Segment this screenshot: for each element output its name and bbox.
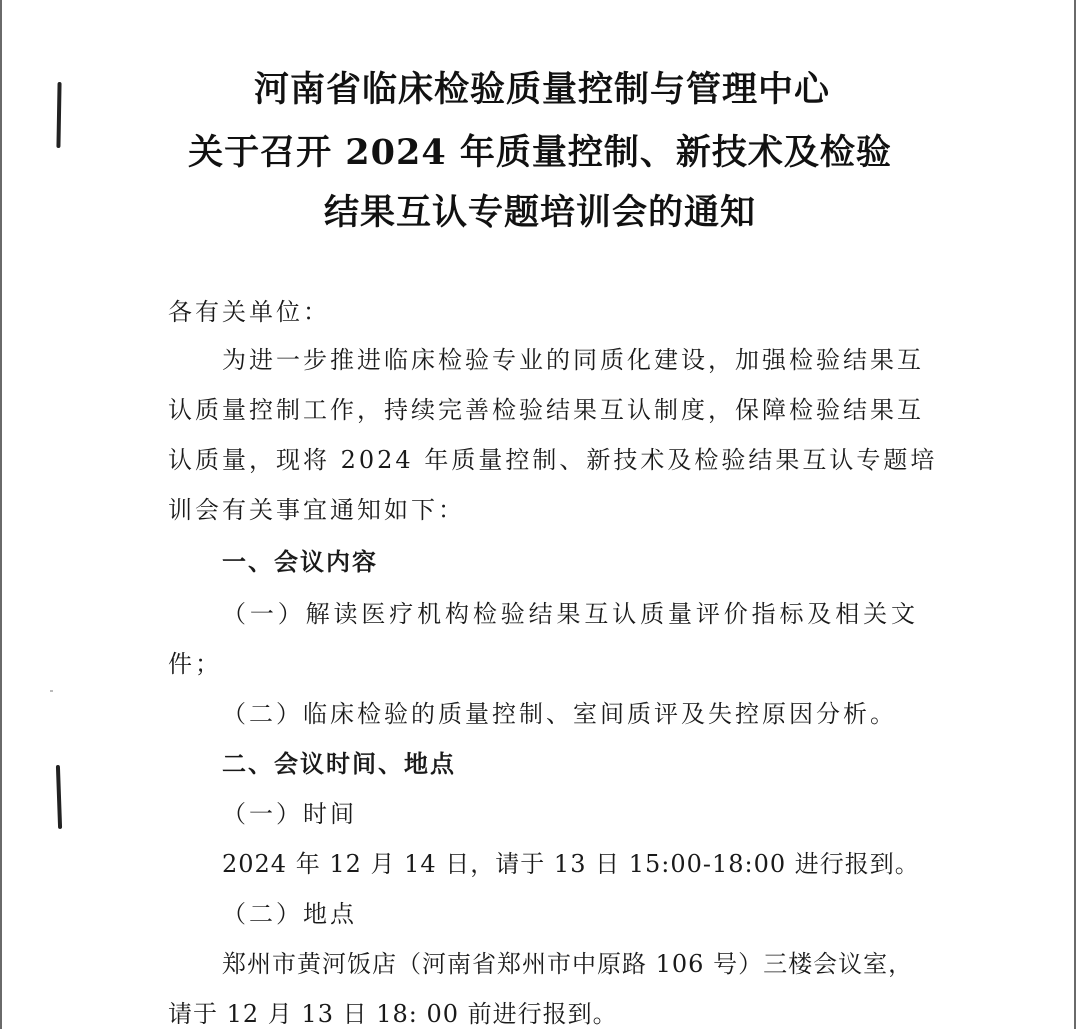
content-item-1: （一）解读医疗机构检验结果互认质量评价指标及相关文 bbox=[222, 600, 918, 628]
intro-line: 为进一步推进临床检验专业的同质化建设，加强检验结果互 bbox=[222, 346, 924, 374]
place-text-cont: 请于 12 月 13 日 18: 00 前进行报到。 bbox=[168, 1000, 618, 1028]
binding-mark bbox=[56, 765, 62, 829]
title-line-2: 关于召开 2024 年质量控制、新技术及检验 bbox=[188, 132, 892, 173]
title-line-3: 结果互认专题培训会的通知 bbox=[323, 192, 756, 233]
section-heading-time-place: 二、会议时间、地点 bbox=[222, 750, 456, 778]
title-line-1: 河南省临床检验质量控制与管理中心 bbox=[253, 69, 830, 110]
place-text: 郑州市黄河饭店（河南省郑州市中原路 106 号）三楼会议室， bbox=[222, 950, 914, 978]
intro-line: 认质量，现将 2024 年质量控制、新技术及检验结果互认专题培 bbox=[168, 446, 938, 474]
intro-line: 认质量控制工作，持续完善检验结果互认制度，保障检验结果互 bbox=[168, 396, 924, 424]
salutation: 各有关单位： bbox=[168, 298, 330, 326]
section-heading-content: 一、会议内容 bbox=[222, 548, 378, 576]
content-item-2: （二）临床检验的质量控制、室间质评及失控原因分析。 bbox=[222, 700, 897, 728]
content-item-1-cont: 件； bbox=[168, 650, 222, 678]
subheading-place: （二）地点 bbox=[222, 900, 357, 928]
scan-speck bbox=[50, 690, 53, 692]
intro-line: 训会有关事宜通知如下： bbox=[168, 496, 465, 524]
subheading-time: （一）时间 bbox=[222, 800, 357, 828]
time-text: 2024 年 12 月 14 日，请于 13 日 15:00-18:00 进行报到。 bbox=[222, 850, 920, 878]
